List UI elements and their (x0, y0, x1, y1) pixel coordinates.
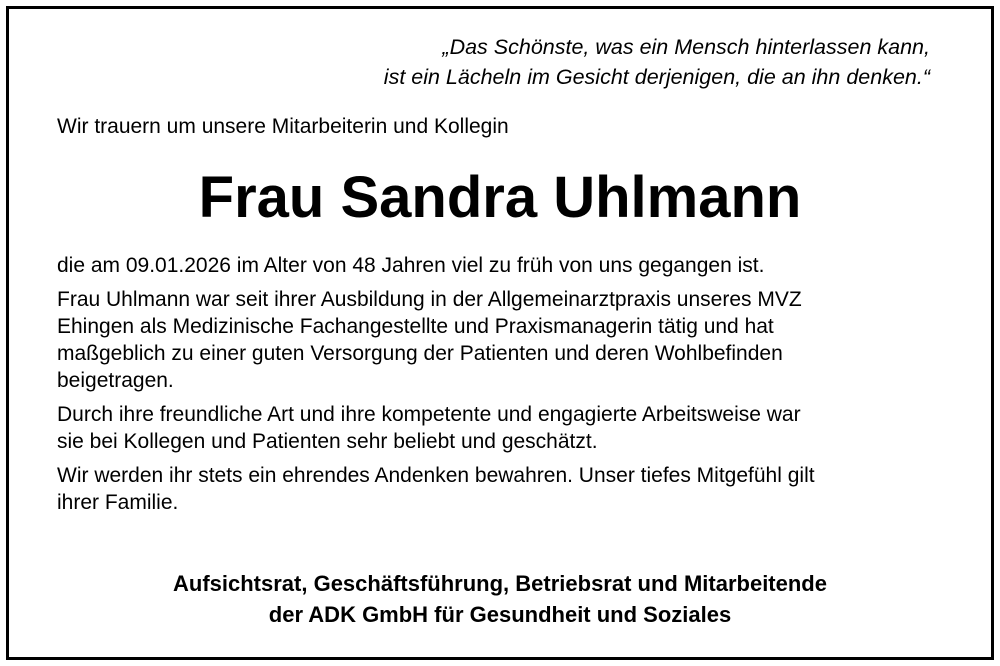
body-line: Frau Uhlmann war seit ihrer Ausbildung in der Allgemeinarztpraxis unseres MVZ (57, 288, 802, 311)
body-line: beigetragen. (57, 369, 174, 392)
signature-line-2: der ADK GmbH für Gesundheit und Soziales (268, 602, 732, 627)
body-line: Ehingen als Medizinische Fachangestellte und Praxismanagerin tätig und hat (57, 315, 774, 338)
body-line: Durch ihre freundliche Art und ihre kompetente und engagierte Arbeitsweise war (57, 403, 801, 426)
paragraph-1 (57, 252, 937, 279)
body-line: maßgeblich zu einer guten Versorgung der Patienten und deren Wohlbefinden (57, 342, 783, 365)
paragraph-2 (57, 286, 937, 394)
quote-line-1: „Das Schönste, was ein Mensch hinterlassen kann, (442, 35, 930, 59)
body-line: ihrer Familie. (57, 491, 179, 514)
body-line: sie bei Kollegen und Patienten sehr beliebt und geschätzt. (57, 430, 598, 453)
deceased-name: Frau Sandra Uhlmann (198, 165, 802, 230)
signature-line-1: Aufsichtsrat, Geschäftsführung, Betriebsrat und Mitarbeitende (173, 571, 827, 596)
paragraph-4 (57, 462, 937, 516)
quote-line-2: ist ein Lächeln im Gesicht derjenigen, die an ihn denken.“ (383, 65, 930, 89)
intro-text: Wir trauern um unsere Mitarbeiterin und Kollegin (57, 115, 509, 138)
obituary-body (57, 252, 937, 523)
body-line: die am 09.01.2026 im Alter von 48 Jahren viel zu früh von uns gegangen ist. (57, 254, 765, 277)
paragraph-3 (57, 401, 937, 455)
body-line: Wir werden ihr stets ein ehrendes Andenken bewahren. Unser tiefes Mitgefühl gilt (57, 464, 815, 487)
signature-block (0, 568, 1000, 630)
memorial-quote (384, 32, 930, 92)
